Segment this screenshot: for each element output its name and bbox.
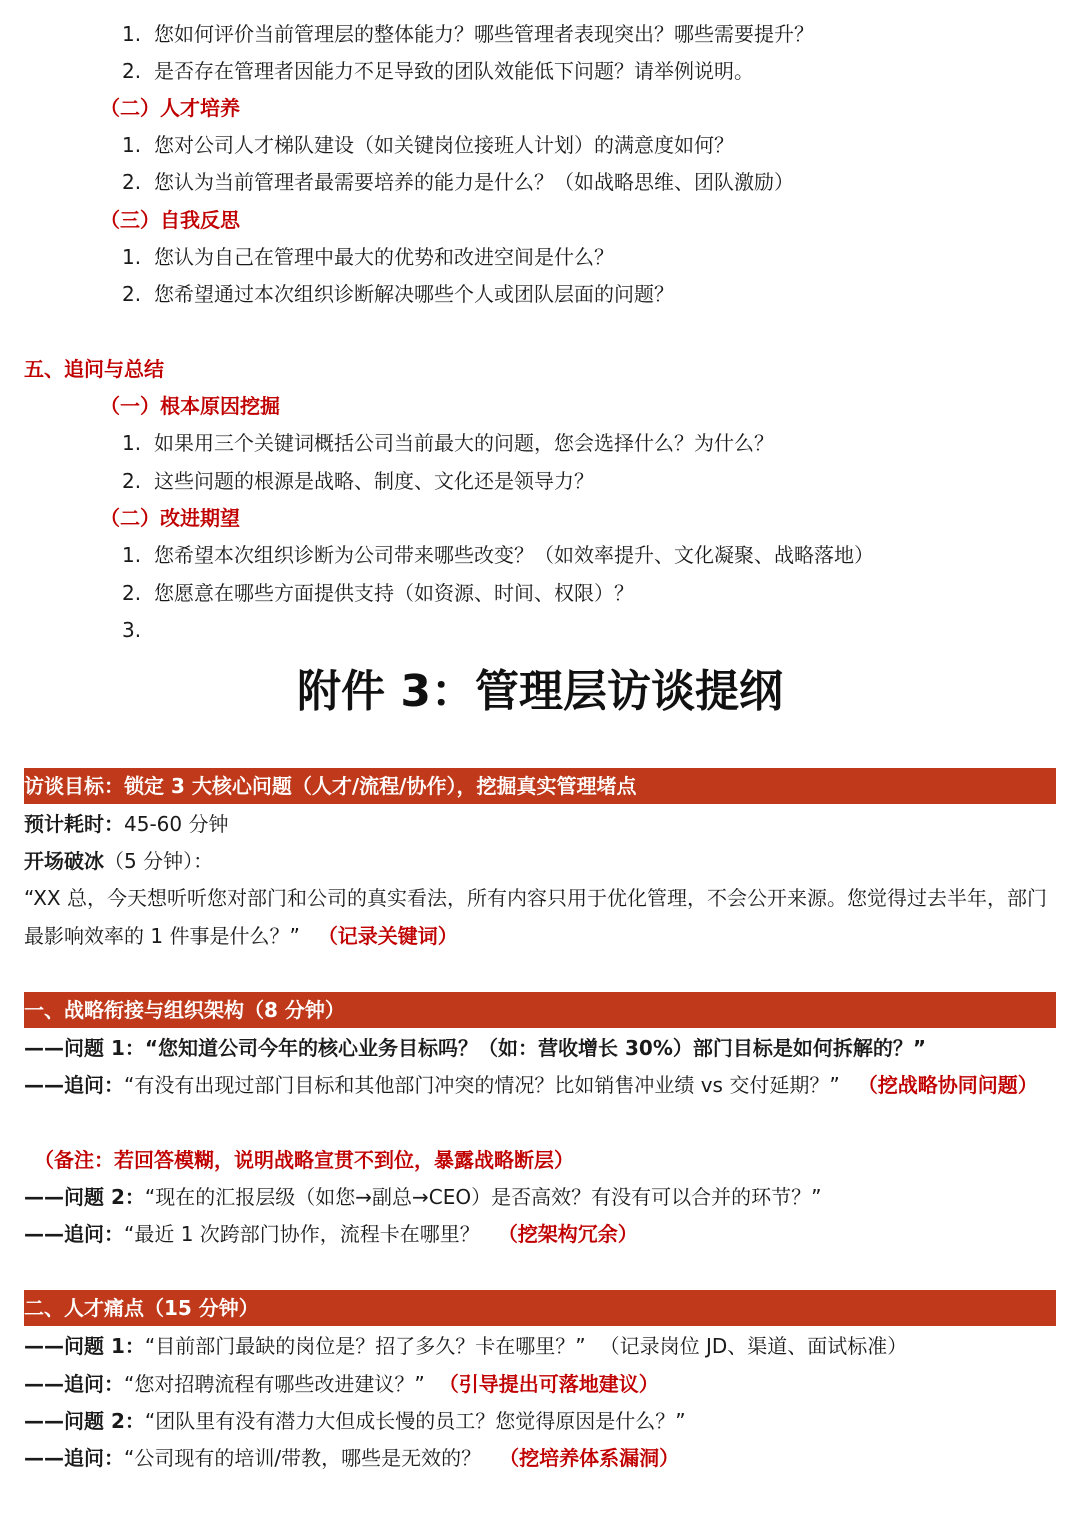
section-heading-followup: 五、追问与总结 (24, 357, 164, 381)
subheading-self-reflection: （三）自我反思 (100, 208, 240, 232)
list-item: 2. 您认为当前管理者最需要培养的能力是什么？（如战略思维、团队激励） (122, 170, 794, 194)
subheading-talent-development: （二）人才培养 (100, 96, 240, 120)
icebreak-quote: “XX 总，今天想听听您对部门和公司的真实看法，所有内容只用于优化管理，不会公开来源。您觉得过去半年，部门最影响效率的 1 件事是什么？” （记录关键词） (24, 886, 1047, 948)
list-item: 3. (122, 618, 142, 642)
question-1: ——问题 1：“您知道公司今年的核心业务目标吗？（如：营收增长 30%）部门目标是如何拆解的？” (24, 1036, 927, 1060)
followup-1: ——追问：“有没有出现过部门目标和其他部门冲突的情况？比如销售冲业绩 vs 交付延期？” （挖战略协同问题） (24, 1073, 1038, 1097)
question-2: ——问题 2：“团队里有没有潜力大但成长慢的员工？您觉得原因是什么？” (24, 1409, 686, 1433)
section-banner-talent: 二、人才痛点（15 分钟） (24, 1290, 1056, 1326)
followup-1: ——追问：“您对招聘流程有哪些改进建议？” （引导提出可落地建议） (24, 1372, 659, 1396)
subheading-root-cause: （一）根本原因挖掘 (100, 394, 280, 418)
list-item: 1. 您希望本次组织诊断为公司带来哪些改变？（如效率提升、文化凝聚、战略落地） (122, 543, 874, 567)
followup-2: ——追问：“最近 1 次跨部门协作，流程卡在哪里？ （挖架构冗余） (24, 1222, 638, 1246)
icebreak-label: 开场破冰（5 分钟）： (24, 849, 214, 873)
list-item: 2. 您希望通过本次组织诊断解决哪些个人或团队层面的问题？ (122, 282, 674, 306)
followup-2: ——追问：“公司现有的培训/带教，哪些是无效的？ （挖培养体系漏洞） (24, 1446, 680, 1470)
list-item: 2. 这些问题的根源是战略、制度、文化还是领导力？ (122, 469, 594, 493)
question-1: ——问题 1：“目前部门最缺的岗位是？招了多久？卡在哪里？” （记录岗位 JD、渠道、面试标准） (24, 1334, 908, 1358)
time-estimate: 预计耗时：45-60 分钟 (24, 812, 229, 836)
list-item: 1. 如果用三个关键词概括公司当前最大的问题，您会选择什么？为什么？ (122, 431, 774, 455)
list-item: 2. 您愿意在哪些方面提供支持（如资源、时间、权限）？ (122, 581, 634, 605)
list-item: 1. 您如何评价当前管理层的整体能力？哪些管理者表现突出？哪些需要提升？ (122, 22, 814, 46)
goal-banner: 访谈目标：锁定 3 大核心问题（人才/流程/协作），挖掘真实管理堵点 (24, 768, 1056, 804)
list-item: 2. 是否存在管理者因能力不足导致的团队效能低下问题？请举例说明。 (122, 59, 754, 83)
page-title: 附件 3：管理层访谈提纲 (297, 666, 783, 717)
list-item: 1. 您对公司人才梯队建设（如关键岗位接班人计划）的满意度如何？ (122, 133, 734, 157)
question-2: ——问题 2：“现在的汇报层级（如您→副总→CEO）是否高效？有没有可以合并的环节？” (24, 1185, 822, 1209)
remark: （备注：若回答模糊，说明战略宣贯不到位，暴露战略断层） (34, 1148, 574, 1172)
section-banner-strategy: 一、战略衔接与组织架构（8 分钟） (24, 992, 1056, 1028)
subheading-improvement: （二）改进期望 (100, 506, 240, 530)
list-item: 1. 您认为自己在管理中最大的优势和改进空间是什么？ (122, 245, 614, 269)
